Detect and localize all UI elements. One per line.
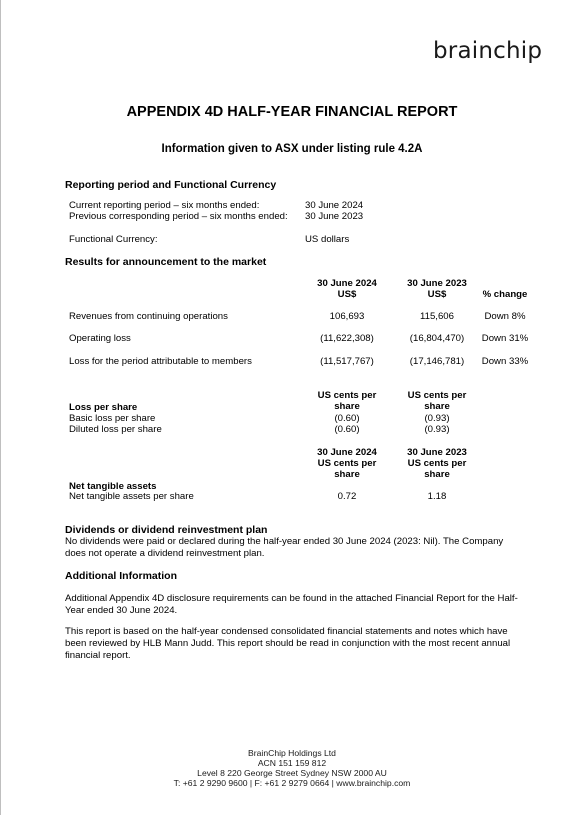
lps-heading: Loss per share (69, 402, 138, 413)
row-value-2024: 106,693 (329, 311, 365, 322)
dividends-heading: Dividends or dividend reinvestment plan (65, 524, 268, 536)
dividends-line: No dividends were paid or declared during the half-year ended 30 June 2024 (2023: Nil). The Company (65, 536, 504, 547)
reporting-heading: Reporting period and Functional Currency (65, 179, 277, 191)
additional-paragraph-2 (65, 626, 535, 662)
results-heading: Results for announcement to the market (65, 256, 267, 268)
paragraph-line: Additional Appendix 4D disclosure requirements can be found in the attached Financial Report for the Half- (65, 593, 518, 604)
diluted-lps-2023: (0.93) (424, 424, 450, 435)
page-edge (0, 0, 1, 815)
results-col-2024-unit: US$ (337, 289, 357, 300)
row-label: Loss for the period attributable to members (69, 356, 252, 367)
lps-col-2023: US cents per (407, 390, 467, 401)
functional-currency-value: US dollars (305, 234, 350, 245)
nta-col-2024-unit: US cents per (317, 458, 377, 469)
lps-col-2024-unit: share (334, 401, 360, 412)
nta-col-2024: 30 June 2024 (317, 447, 377, 458)
nta-col-2023-unit: US cents per (407, 458, 467, 469)
footer-acn: ACN 151 159 812 (257, 758, 327, 768)
footer-contact: T: +61 2 9290 9600 | F: +61 2 9279 0664 | www.brainchip.com (173, 778, 411, 788)
paragraph-line: This report is based on the half-year condensed consolidated financial statements and notes which have (65, 626, 508, 637)
results-col-change: % change (482, 289, 528, 300)
row-change: Down 8% (484, 311, 526, 322)
lps-col-2024: US cents per (317, 390, 377, 401)
additional-heading: Additional Information (65, 570, 177, 582)
nta-col-2023: 30 June 2023 (407, 447, 467, 458)
dividends-text (65, 536, 535, 560)
page-subtitle: Information given to ASX under listing rule 4.2A (161, 143, 423, 155)
footer-address: Level 8 220 George Street Sydney NSW 2000 AU (197, 768, 387, 778)
nta-2023: 1.18 (427, 491, 447, 502)
paragraph-line: Year ended 30 June 2024. (65, 605, 178, 616)
row-label: Operating loss (69, 333, 131, 344)
basic-lps-2023: (0.93) (424, 413, 450, 424)
diluted-lps-2024: (0.60) (334, 424, 360, 435)
row-change: Down 33% (481, 356, 529, 367)
basic-lps-2024: (0.60) (334, 413, 360, 424)
nta-heading: Net tangible assets (69, 481, 157, 492)
previous-period-label: Previous corresponding period – six months ended: (69, 211, 288, 222)
nta-col-2023-unit2: share (424, 469, 450, 480)
paragraph-line: financial report. (65, 650, 131, 661)
row-label: Revenues from continuing operations (69, 311, 228, 322)
brainchip-logo: brainchip (433, 38, 543, 64)
nta-row-label: Net tangible assets per share (69, 491, 194, 502)
results-col-2023: 30 June 2023 (407, 278, 467, 289)
footer (0, 748, 584, 788)
nta-2024: 0.72 (337, 491, 357, 502)
previous-period-value: 30 June 2023 (305, 211, 364, 222)
current-period-label: Current reporting period – six months ended: (69, 200, 260, 211)
basic-lps-label: Basic loss per share (69, 413, 156, 424)
page-title: APPENDIX 4D HALF-YEAR FINANCIAL REPORT (126, 104, 458, 120)
footer-company: BrainChip Holdings Ltd (248, 748, 336, 758)
current-period-value: 30 June 2024 (305, 200, 364, 211)
nta-col-2024-unit2: share (334, 469, 360, 480)
row-value-2024: (11,517,767) (320, 356, 374, 367)
row-value-2023: (17,146,781) (409, 356, 465, 367)
row-change: Down 31% (481, 333, 529, 344)
results-col-2024: 30 June 2024 (317, 278, 377, 289)
diluted-lps-label: Diluted loss per share (69, 424, 162, 435)
results-col-2023-unit: US$ (427, 289, 447, 300)
row-value-2024: (11,622,308) (320, 333, 374, 344)
row-value-2023: 115,606 (420, 311, 454, 322)
paragraph-line: been reviewed by HLB Mann Judd. This report should be read in conjunction with the most recent annual (65, 638, 511, 649)
row-value-2023: (16,804,470) (409, 333, 465, 344)
lps-col-2023-unit: share (424, 401, 450, 412)
additional-paragraph-1 (65, 593, 535, 617)
functional-currency-label: Functional Currency: (69, 234, 158, 245)
dividends-line: does not operate a dividend reinvestment plan. (65, 548, 265, 559)
